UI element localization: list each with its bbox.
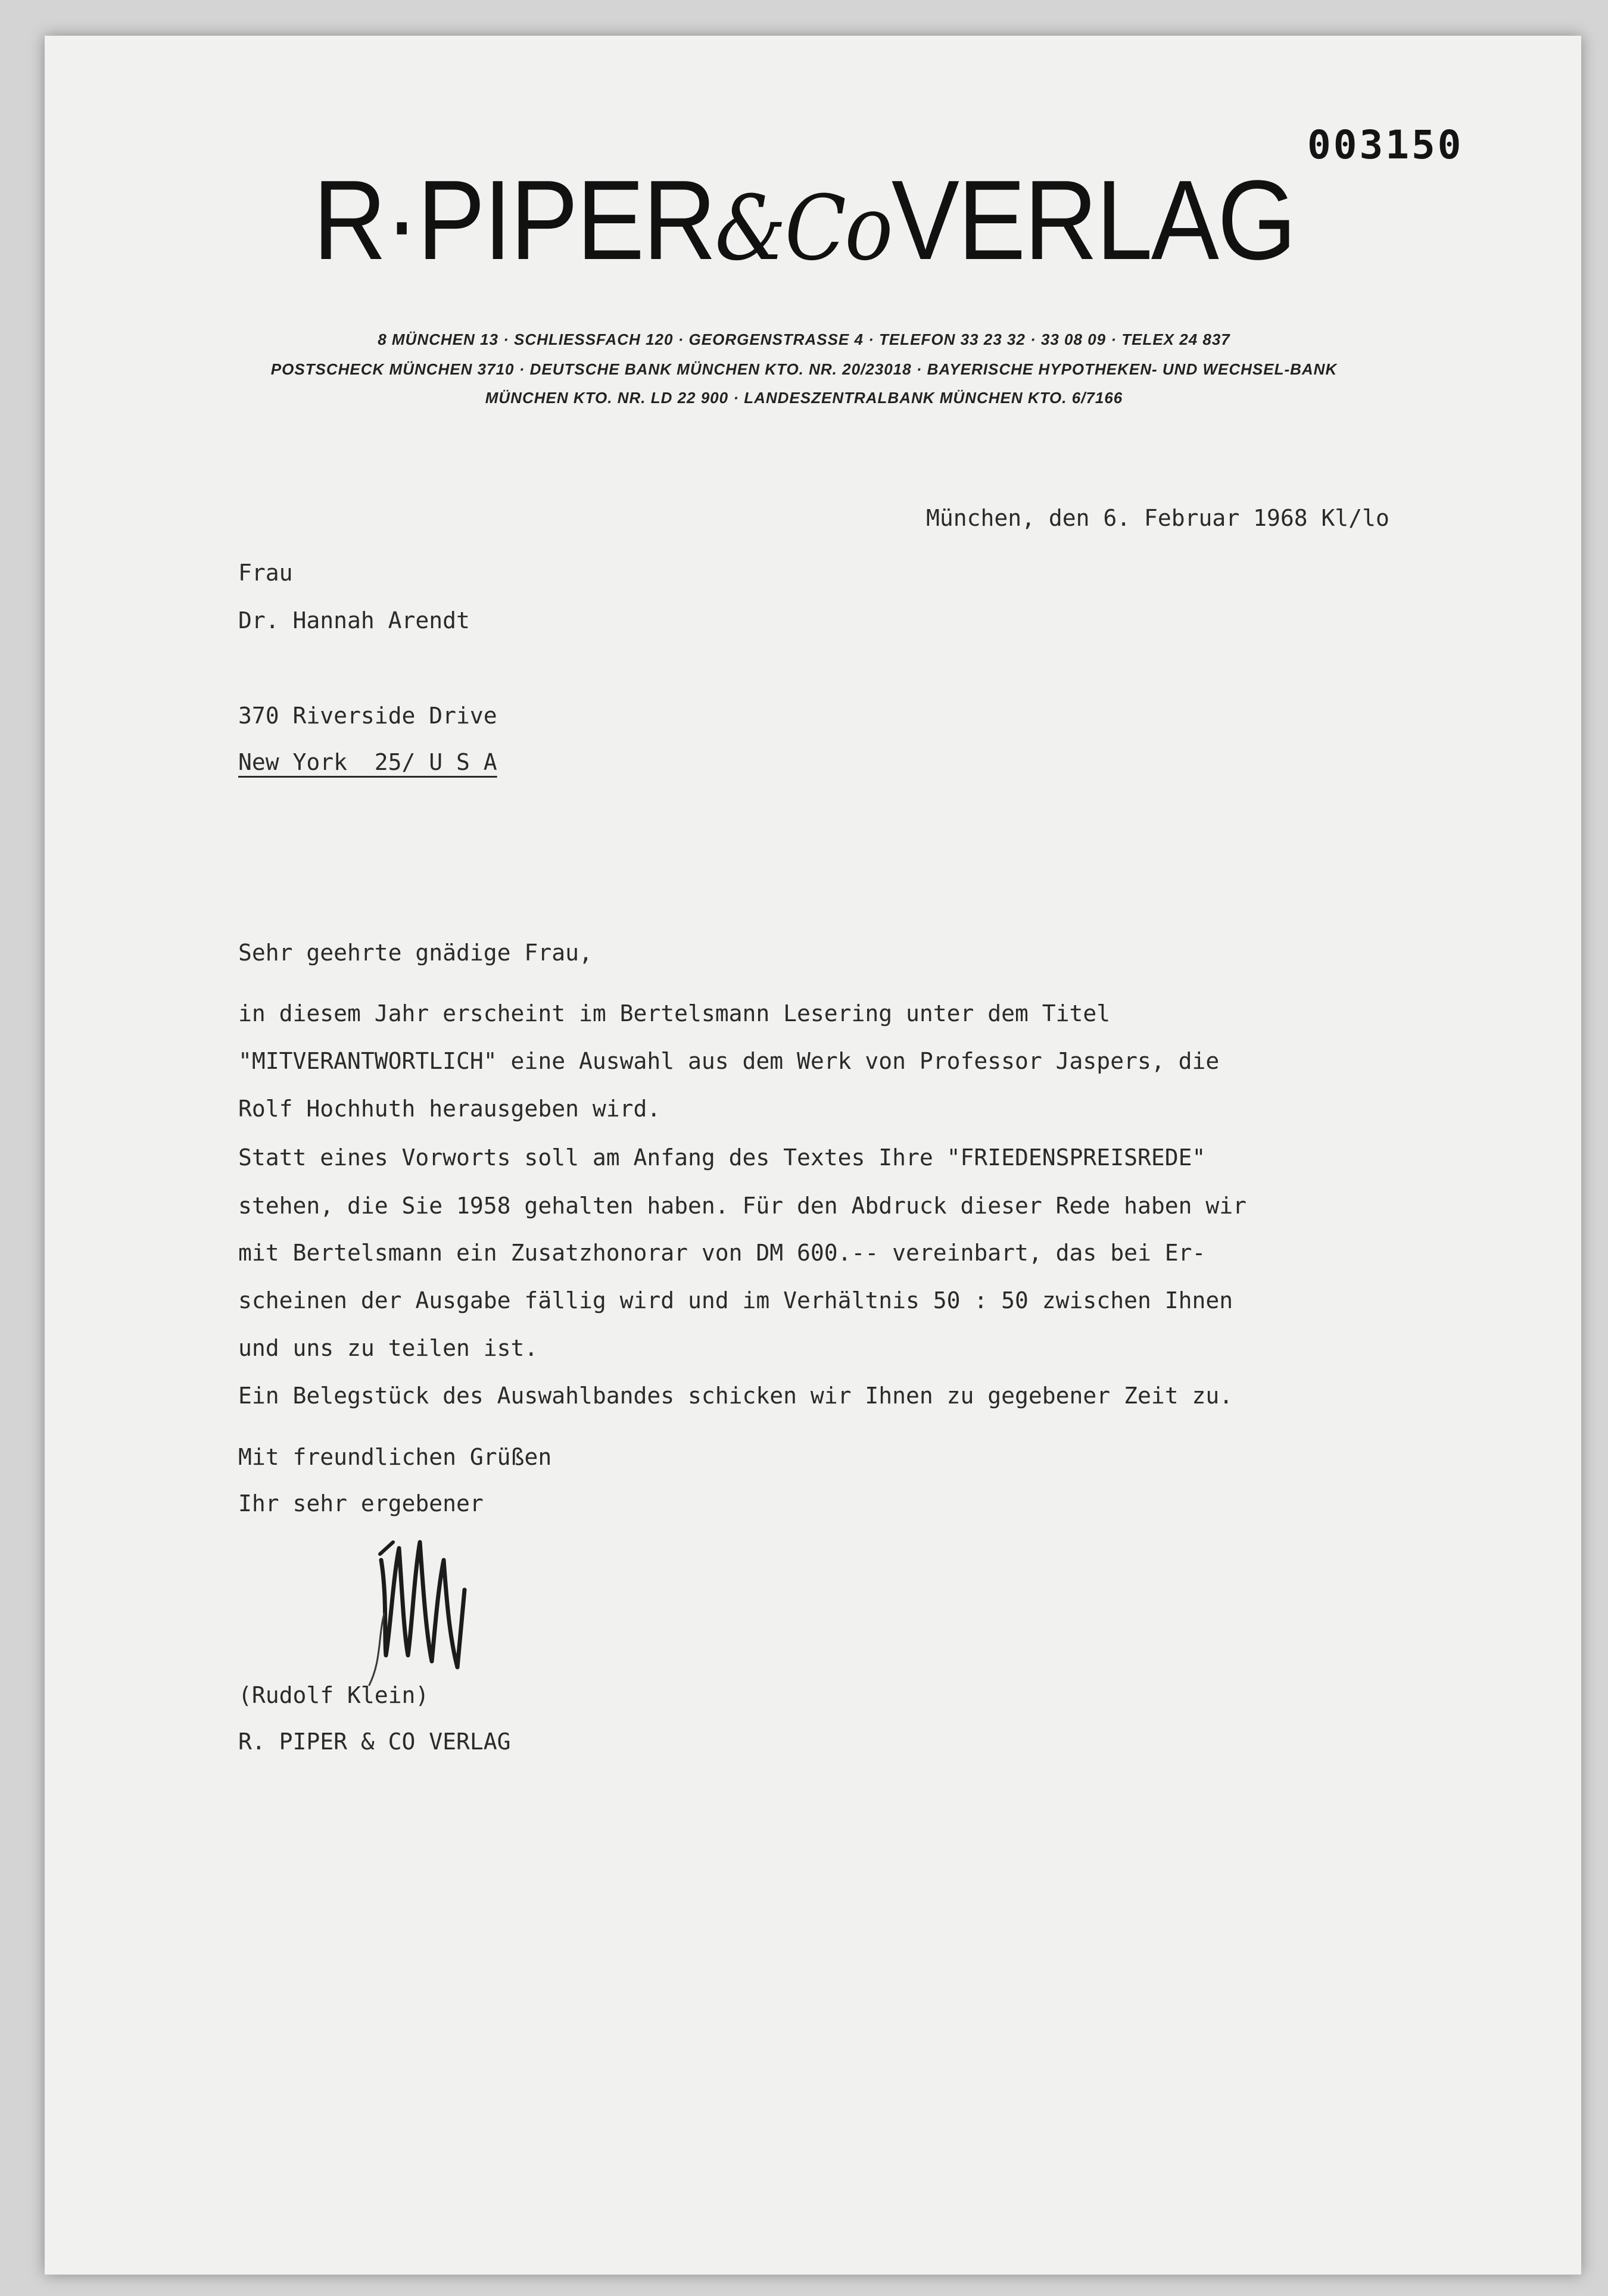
body-line: mit Bertelsmann ein Zusatzhonorar von DM 600.-- vereinbart, das bei Er- (238, 1240, 1206, 1266)
body-line: scheinen der Ausgabe fällig wird und im Verhältnis 50 : 50 zwischen Ihnen (238, 1287, 1233, 1314)
signer-company: R. PIPER & CO VERLAG (238, 1729, 511, 1755)
letterhead-address-line: 8 MÜNCHEN 13 · SCHLIESSFACH 120 · GEORGENSTRASSE 4 · TELEFON 33 23 32 · 33 08 09 · TELEX 24 837 (378, 330, 1230, 348)
handwritten-signature (357, 1506, 488, 1703)
salutation: Sehr geehrte gnädige Frau, (238, 940, 593, 966)
body-line: "MITVERANTWORTLICH" eine Auswahl aus dem Werk von Professor Jaspers, die (238, 1048, 1220, 1074)
recipient-street: 370 Riverside Drive (238, 703, 497, 729)
body-line: in diesem Jahr erscheint im Bertelsmann Lesering unter dem Titel (238, 1000, 1111, 1027)
body-line: und uns zu teilen ist. (238, 1335, 538, 1361)
signer-name: (Rudolf Klein) (238, 1682, 429, 1708)
logo-right: VERLAG (891, 157, 1295, 283)
publisher-logo (80, 157, 1528, 283)
letterhead-address-line: MÜNCHEN KTO. NR. LD 22 900 · LANDESZENTRALBANK MÜNCHEN KTO. 6/7166 (485, 389, 1123, 407)
body-line: stehen, die Sie 1958 gehalten haben. Für den Abdruck dieser Rede haben wir (238, 1193, 1246, 1219)
body-line: Rolf Hochhuth herausgeben wird. (238, 1096, 661, 1122)
logo-ampersand: &Co (715, 177, 892, 280)
recipient-salutation: Frau (238, 560, 293, 586)
closing-greeting: Mit freundlichen Grüßen (238, 1444, 552, 1470)
archive-number: 003150 (1307, 122, 1464, 168)
body-line: Statt eines Vorworts soll am Anfang des Textes Ihre "FRIEDENSPREISREDE" (238, 1144, 1206, 1171)
body-line: Ein Belegstück des Auswahlbandes schicken wir Ihnen zu gegebener Zeit zu. (238, 1383, 1233, 1409)
date-line: München, den 6. Februar 1968 Kl/lo (926, 505, 1389, 531)
letterhead-address-line: POSTSCHECK MÜNCHEN 3710 · DEUTSCHE BANK MÜNCHEN KTO. NR. 20/23018 · BAYERISCHE HYPOTHEKEN- UND WECHSEL-BANK (270, 360, 1338, 378)
closing-line: Ihr sehr ergebener (238, 1490, 484, 1517)
recipient-name: Dr. Hannah Arendt (238, 607, 470, 634)
recipient-city: New York 25/ U S A (238, 749, 497, 775)
logo-left: R·PIPER (313, 157, 715, 283)
